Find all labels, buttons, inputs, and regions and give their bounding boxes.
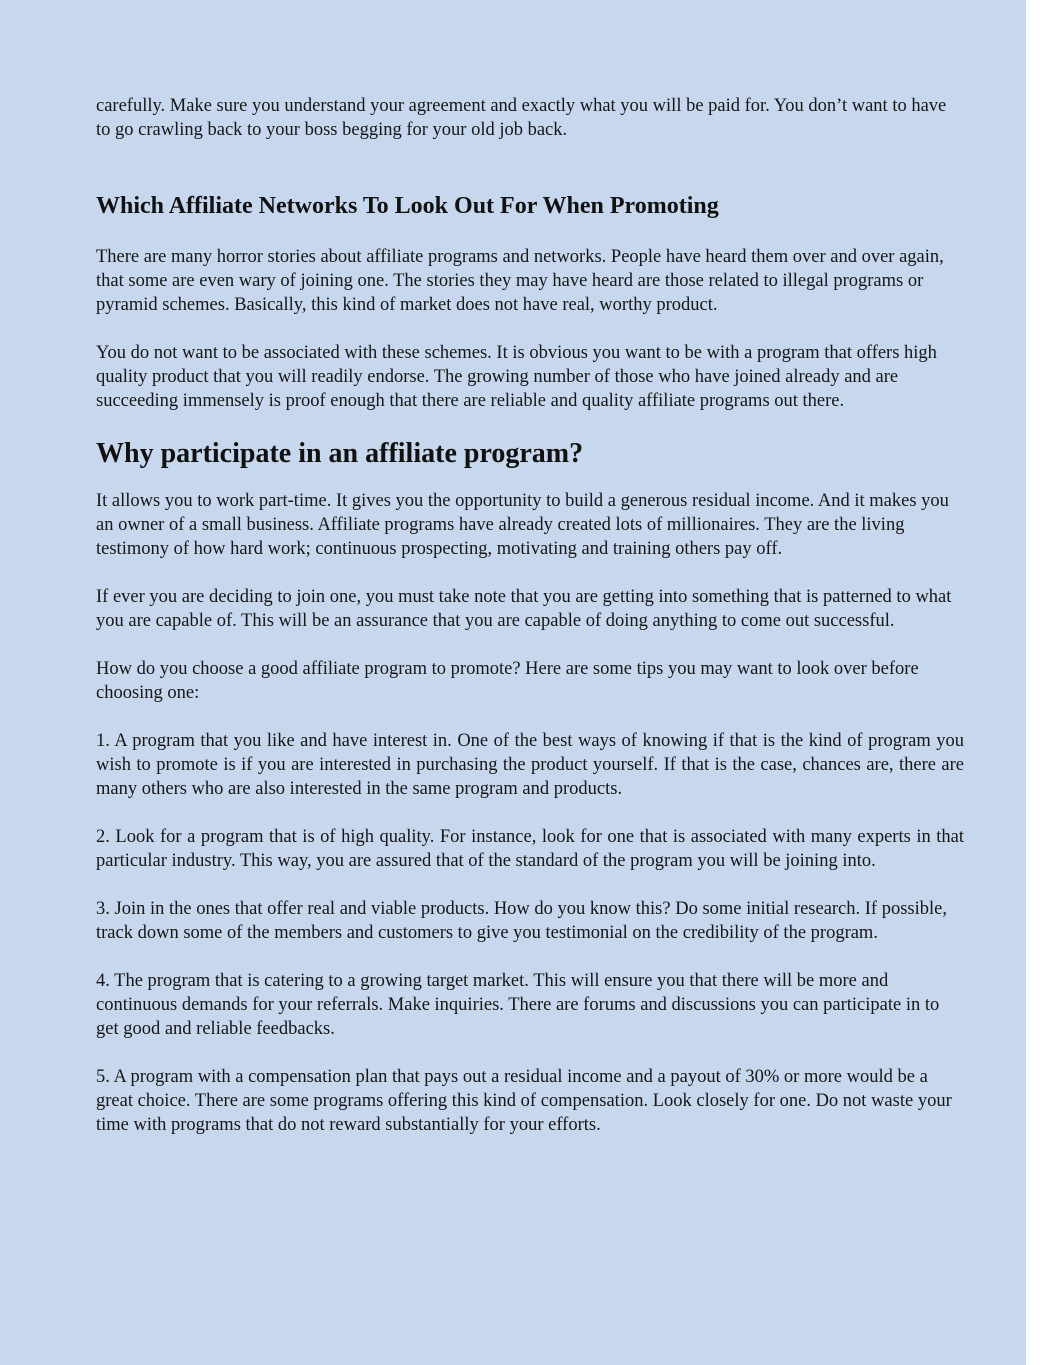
section-heading-affiliate-networks: Which Affiliate Networks To Look Out For When Promoting [96,193,719,219]
paragraph-continuation: carefully. Make sure you understand your agreement and exactly what you will be paid for. You don’t want to have to go crawling back to your boss begging for your old job back. [96,96,947,140]
tip-item-3: 3. Join in the ones that offer real and viable products. How do you know this? Do some initial research. If possible, track down some of the members and customers to give you testimonial on the credibility of the program. [96,899,947,943]
paragraph-tips-intro: How do you choose a good affiliate program to promote? Here are some tips you may want to look over before choosing one: [96,659,919,703]
chapter-heading-why-participate: Why participate in an affiliate program? [96,438,584,469]
paragraph-part-time: It allows you to work part-time. It gives you the opportunity to build a generous residual income. And it makes you an owner of a small business. Affiliate programs have already created lots of millionaires. They are the living testimony of how hard work; continuous prospecting, motivating and training others pay off. [96,491,949,559]
paragraph-not-associated: You do not want to be associated with these schemes. It is obvious you want to be with a program that offers high quality product that you will readily endorse. The growing number of those who have joined already and are succeeding immensely is proof enough that there are reliable and quality affiliate programs out there. [96,343,937,411]
paragraph-horror-stories: There are many horror stories about affiliate programs and networks. People have heard them over and over again, that some are even wary of joining one. The stories they may have heard are those related to illegal programs or pyramid schemes. Basically, this kind of market does not have real, worthy product. [96,247,944,315]
paragraph-deciding-to-join: If ever you are deciding to join one, you must take note that you are getting into something that is patterned to what you are capable of. This will be an assurance that you are capable of doing anything to come out successful. [96,587,952,631]
tip-item-5: 5. A program with a compensation plan that pays out a residual income and a payout of 30% or more would be a great choice. There are some programs offering this kind of compensation. Look closely for one. Do not waste your time with programs that do not reward substantially for your efforts. [96,1067,952,1135]
page-right-margin [1026,0,1055,1365]
tip-item-1: 1. A program that you like and have interest in. One of the best ways of knowing if that is the kind of program you wish to promote is if you are interested in purchasing the product yourself. If that is the case, chances are, there are many others who are also interested in the same program and products. [96,731,964,799]
tip-item-4: 4. The program that is catering to a growing target market. This will ensure you that there will be more and continuous demands for your referrals. Make inquiries. There are forums and discussions you can participate in to get good and reliable feedbacks. [96,971,940,1039]
tip-item-2: 2. Look for a program that is of high quality. For instance, look for one that is associated with many experts in that particular industry. This way, you are assured that of the standard of the program you will be joining into. [96,827,964,871]
